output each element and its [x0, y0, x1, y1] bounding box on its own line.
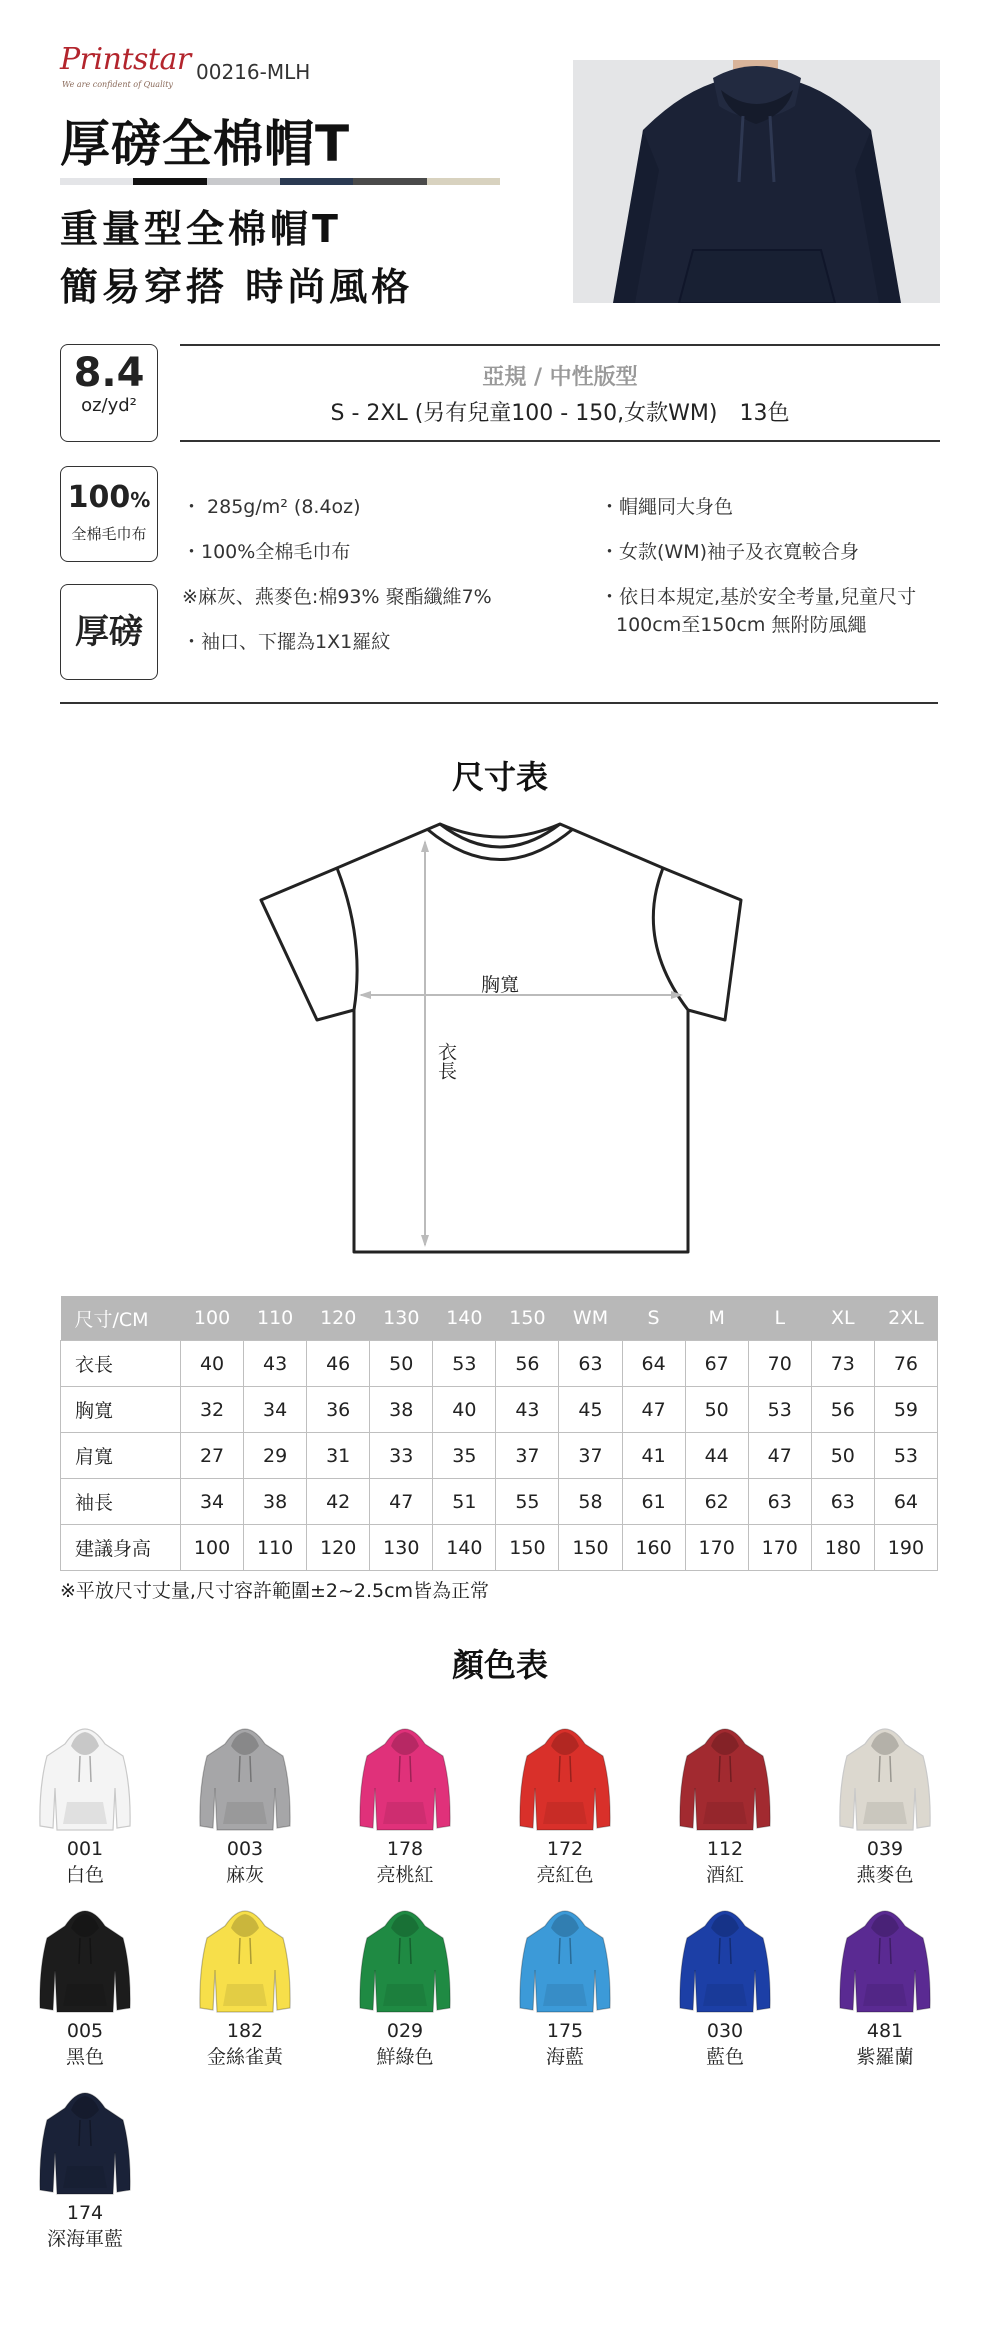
color-code: 005 [66, 2020, 104, 2042]
length-label: 衣長 [435, 1042, 457, 1080]
hoodie-icon [355, 1898, 455, 2016]
table-cell: 36 [307, 1387, 370, 1433]
table-cell: 73 [811, 1341, 874, 1387]
size-column-XL: XL [811, 1296, 874, 1341]
heavy-badge [60, 584, 158, 680]
table-cell: 47 [748, 1433, 811, 1479]
weight-unit: oz/yd² [81, 395, 137, 416]
table-cell: 34 [181, 1479, 244, 1525]
table-cell: 51 [433, 1479, 496, 1525]
table-cell: 27 [181, 1433, 244, 1479]
color-code: 182 [226, 2020, 264, 2042]
hoodie-icon [355, 1716, 455, 1834]
table-cell: 40 [433, 1387, 496, 1433]
table-row [61, 1387, 938, 1433]
table-cell: 62 [685, 1479, 748, 1525]
table-cell: 67 [685, 1341, 748, 1387]
table-cell: 31 [307, 1433, 370, 1479]
table-row [61, 1433, 938, 1479]
size-column-2XL: 2XL [874, 1296, 937, 1341]
table-cell: 59 [874, 1387, 937, 1433]
table-cell: 50 [811, 1433, 874, 1479]
color-code: 178 [386, 1838, 424, 1860]
color-chart-title: 顏色表 [451, 1646, 548, 1684]
table-cell: 50 [370, 1341, 433, 1387]
hoodie-icon [675, 1898, 775, 2016]
table-cell: 170 [748, 1525, 811, 1571]
table-cell: 56 [811, 1387, 874, 1433]
divider [180, 440, 940, 442]
table-cell: 43 [244, 1341, 307, 1387]
table-cell: 38 [370, 1387, 433, 1433]
fit-type: 亞規 / 中性版型 [482, 365, 638, 390]
table-cell: 47 [622, 1387, 685, 1433]
brand-tagline: We are confident of Quality [62, 80, 173, 89]
table-cell: 63 [811, 1479, 874, 1525]
header-label: 尺寸/CM [61, 1296, 181, 1341]
product-code: 00216-MLH [196, 60, 311, 84]
table-cell: 190 [874, 1525, 937, 1571]
table-cell: 120 [307, 1525, 370, 1571]
hoodie-icon [675, 1716, 775, 1834]
heavy-label: 厚磅 [75, 612, 143, 652]
table-row [61, 1341, 938, 1387]
color-code: 175 [546, 2020, 584, 2042]
color-stripes [60, 178, 500, 185]
weight-badge [60, 344, 158, 442]
table-cell: 100 [181, 1525, 244, 1571]
cotton-value: 100 [67, 480, 131, 515]
row-label: 袖長 [61, 1479, 181, 1525]
table-cell: 63 [559, 1341, 622, 1387]
color-code: 112 [706, 1838, 744, 1860]
table-cell: 35 [433, 1433, 496, 1479]
color-swatch-175 [490, 1898, 640, 2070]
color-swatch-172 [490, 1716, 640, 1888]
table-cell: 150 [559, 1525, 622, 1571]
table-cell: 56 [496, 1341, 559, 1387]
row-label: 胸寬 [61, 1387, 181, 1433]
table-cell: 64 [874, 1479, 937, 1525]
spec-right-1: ・帽繩同大身色 [600, 496, 734, 518]
table-cell: 170 [685, 1525, 748, 1571]
hoodie-icon [515, 1898, 615, 2016]
color-swatch-481 [810, 1898, 960, 2070]
color-swatch-174 [10, 2080, 160, 2252]
table-cell: 70 [748, 1341, 811, 1387]
color-name: 麻灰 [225, 1864, 264, 1886]
subtitle-line-2: 簡易穿搭 時尚風格 [60, 265, 414, 309]
spec-right-2: ・女款(WM)袖子及衣寬較合身 [600, 541, 860, 563]
table-cell: 63 [748, 1479, 811, 1525]
table-cell: 37 [496, 1433, 559, 1479]
cotton-percent: % [130, 488, 151, 512]
color-name: 紫羅蘭 [856, 2046, 914, 2068]
hoodie-icon [195, 1898, 295, 2016]
stripe-5 [353, 178, 426, 185]
color-swatch-182 [170, 1898, 320, 2070]
table-cell: 44 [685, 1433, 748, 1479]
color-code: 481 [866, 2020, 904, 2042]
subtitle-line-1: 重量型全棉帽T [60, 207, 342, 251]
table-cell: 43 [496, 1387, 559, 1433]
size-column-WM: WM [559, 1296, 622, 1341]
spec-left-3: ※麻灰、燕麥色:棉93% 聚酯纖維7% [182, 586, 492, 608]
color-name: 亮桃紅 [376, 1864, 434, 1886]
color-name: 黑色 [65, 2046, 104, 2068]
color-swatch-005 [10, 1898, 160, 2070]
table-cell: 130 [370, 1525, 433, 1571]
cotton-label: 全棉毛巾布 [71, 525, 147, 543]
table-cell: 41 [622, 1433, 685, 1479]
color-code: 003 [226, 1838, 264, 1860]
spec-right-3: ・依日本規定,基於安全考量,兒童尺寸 [600, 586, 917, 608]
size-column-130: 130 [370, 1296, 433, 1341]
stripe-3 [207, 178, 280, 185]
chest-label: 胸寬 [481, 974, 520, 996]
size-table [60, 1296, 938, 1571]
table-cell: 160 [622, 1525, 685, 1571]
color-code: 030 [706, 2020, 744, 2042]
table-cell: 42 [307, 1479, 370, 1525]
spec-right-4: 100cm至150cm 無附防風繩 [616, 614, 867, 636]
color-name: 亮紅色 [536, 1864, 594, 1886]
table-cell: 53 [874, 1433, 937, 1479]
stripe-1 [60, 178, 133, 185]
size-table-header [61, 1296, 938, 1341]
size-column-120: 120 [307, 1296, 370, 1341]
hoodie-icon [195, 1716, 295, 1834]
color-swatch-003 [170, 1716, 320, 1888]
product-photo [573, 60, 940, 303]
section-divider [60, 702, 938, 704]
table-cell: 33 [370, 1433, 433, 1479]
spec-left-4: ・袖口、下擺為1X1羅紋 [182, 631, 391, 653]
table-cell: 64 [622, 1341, 685, 1387]
hoodie-icon [835, 1716, 935, 1834]
size-column-S: S [622, 1296, 685, 1341]
table-cell: 47 [370, 1479, 433, 1525]
table-row [61, 1525, 938, 1571]
table-cell: 29 [244, 1433, 307, 1479]
hoodie-icon [835, 1898, 935, 2016]
table-cell: 140 [433, 1525, 496, 1571]
size-column-100: 100 [181, 1296, 244, 1341]
color-swatch-001 [10, 1716, 160, 1888]
table-cell: 53 [748, 1387, 811, 1433]
color-swatch-030 [650, 1898, 800, 2070]
stripe-6 [427, 178, 500, 185]
table-cell: 61 [622, 1479, 685, 1525]
table-cell: 55 [496, 1479, 559, 1525]
hoodie-icon [35, 2080, 135, 2198]
row-label: 建議身高 [61, 1525, 181, 1571]
spec-left-2: ・100%全棉毛巾布 [182, 541, 351, 563]
table-cell: 180 [811, 1525, 874, 1571]
page-title: 厚磅全棉帽T [60, 115, 351, 173]
color-name: 酒紅 [705, 1864, 744, 1886]
table-cell: 40 [181, 1341, 244, 1387]
color-name: 白色 [65, 1864, 104, 1886]
color-swatch-112 [650, 1716, 800, 1888]
hoodie-icon [515, 1716, 615, 1834]
color-swatch-178 [330, 1716, 480, 1888]
size-range: S - 2XL (另有兒童100 - 150,女款WM) 13色 [330, 401, 790, 426]
color-name: 鮮綠色 [376, 2046, 434, 2068]
tshirt-diagram [255, 820, 745, 1260]
table-cell: 46 [307, 1341, 370, 1387]
brand-logo: Printstar [60, 42, 191, 77]
color-code: 174 [66, 2202, 104, 2224]
table-cell: 32 [181, 1387, 244, 1433]
color-swatch-039 [810, 1716, 960, 1888]
table-cell: 34 [244, 1387, 307, 1433]
size-column-M: M [685, 1296, 748, 1341]
row-label: 衣長 [61, 1341, 181, 1387]
hoodie-icon [35, 1716, 135, 1834]
stripe-2 [133, 178, 206, 185]
size-column-L: L [748, 1296, 811, 1341]
table-cell: 150 [496, 1525, 559, 1571]
color-name: 深海軍藍 [46, 2228, 123, 2250]
cotton-badge [60, 466, 158, 562]
table-cell: 50 [685, 1387, 748, 1433]
table-cell: 76 [874, 1341, 937, 1387]
color-name: 金絲雀黃 [206, 2046, 283, 2068]
size-note: ※平放尺寸丈量,尺寸容許範圍±2~2.5cm皆為正常 [60, 1580, 490, 1602]
color-name: 燕麥色 [856, 1864, 914, 1886]
hoodie-icon [35, 1898, 135, 2016]
spec-left-1: ・ 285g/m² (8.4oz) [182, 496, 361, 518]
size-column-140: 140 [433, 1296, 496, 1341]
stripe-4 [280, 178, 353, 185]
color-swatch-029 [330, 1898, 480, 2070]
color-name: 海藍 [545, 2046, 584, 2068]
color-code: 001 [66, 1838, 104, 1860]
size-chart-title: 尺寸表 [451, 758, 548, 796]
size-column-150: 150 [496, 1296, 559, 1341]
table-row [61, 1479, 938, 1525]
color-code: 029 [386, 2020, 424, 2042]
table-cell: 58 [559, 1479, 622, 1525]
size-column-110: 110 [244, 1296, 307, 1341]
table-cell: 53 [433, 1341, 496, 1387]
row-label: 肩寬 [61, 1433, 181, 1479]
color-code: 039 [866, 1838, 904, 1860]
color-code: 172 [546, 1838, 584, 1860]
table-cell: 45 [559, 1387, 622, 1433]
table-cell: 110 [244, 1525, 307, 1571]
weight-value: 8.4 [73, 350, 145, 396]
table-cell: 37 [559, 1433, 622, 1479]
color-name: 藍色 [705, 2046, 744, 2068]
divider [180, 344, 940, 346]
table-cell: 38 [244, 1479, 307, 1525]
